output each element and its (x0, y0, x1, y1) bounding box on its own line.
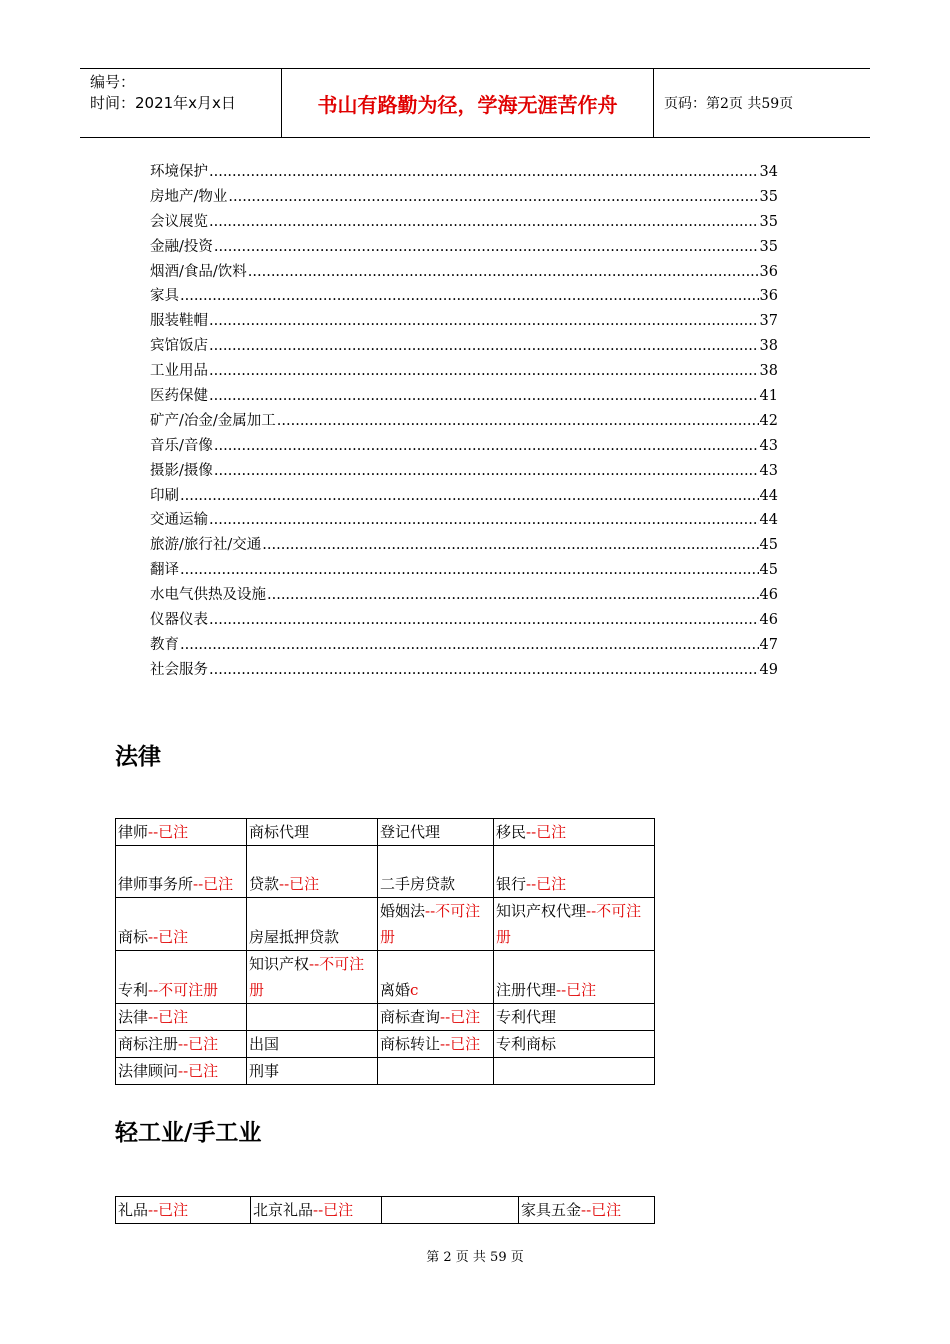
toc-entry-page: 34 (759, 164, 778, 180)
registration-status: c (410, 981, 419, 999)
toc-entry-label: 教育 (150, 636, 179, 653)
registration-status: --不可注册 (148, 981, 219, 999)
toc-leader-dots (180, 488, 759, 504)
toc-leader-dots (248, 264, 759, 280)
toc-entry-label: 音乐/音像 (150, 437, 213, 454)
toc-entry[interactable] (150, 434, 778, 459)
toc-entry-label: 工业用品 (150, 363, 208, 380)
doc-time-label: 时间：2021年x月x日 (90, 94, 236, 112)
toc-entry[interactable] (150, 583, 778, 608)
keyword-text: 专利 (118, 981, 149, 999)
toc-entry[interactable] (150, 235, 778, 260)
registration-status: --不可注册 (380, 902, 481, 946)
registration-status: --已注 (148, 928, 189, 946)
toc-entry[interactable] (150, 533, 778, 558)
table-cell (378, 1058, 494, 1085)
table-cell (116, 1004, 247, 1031)
keyword-text: 知识产权代理 (496, 902, 587, 920)
toc-entry-page: 43 (759, 462, 778, 479)
keyword-text: 登记代理 (380, 823, 441, 841)
section-title-law: 法律 (115, 744, 161, 770)
toc-entry-page: 36 (759, 263, 778, 280)
keyword-text: 离婚 (380, 981, 411, 999)
table-cell (247, 846, 378, 898)
toc-leader-dots (180, 562, 759, 578)
table-row (116, 846, 655, 898)
table-cell (251, 1197, 382, 1224)
toc-entry-page: 46 (759, 587, 778, 604)
toc-entry-page: 35 (759, 188, 778, 205)
toc-entry-label: 服装鞋帽 (150, 313, 208, 330)
toc-entry-label: 会议展览 (150, 213, 208, 230)
table-cell (116, 819, 247, 846)
table-cell (116, 846, 247, 898)
table-row (116, 1197, 655, 1224)
toc-leader-dots (209, 388, 759, 404)
keyword-text: 律师事务所 (118, 875, 194, 893)
registration-status: --已注 (279, 875, 320, 893)
toc-entry-label: 翻译 (150, 562, 179, 579)
registration-status: --已注 (440, 1035, 481, 1053)
toc-entry[interactable] (150, 359, 778, 384)
toc-entry-page: 38 (759, 338, 778, 355)
toc-leader-dots (180, 637, 759, 653)
table-cell (247, 1058, 378, 1085)
toc-entry-page: 42 (759, 412, 778, 429)
toc-leader-dots (209, 512, 759, 528)
toc-entry-page: 46 (759, 612, 778, 629)
table-cell (116, 1031, 247, 1058)
keyword-text: 刑事 (249, 1062, 280, 1080)
toc-entry[interactable] (150, 658, 778, 683)
toc-leader-dots (209, 313, 759, 329)
table-cell (378, 819, 494, 846)
toc-entry-label: 矿产/冶金/金属加工 (150, 412, 276, 429)
table-cell (494, 1031, 655, 1058)
keyword-text: 商标注册 (118, 1035, 179, 1053)
toc-entry-page: 45 (759, 537, 778, 554)
toc-leader-dots (228, 189, 758, 205)
toc-leader-dots (209, 662, 759, 678)
table-cell (247, 898, 378, 951)
registration-status: --已注 (440, 1008, 481, 1026)
keyword-text: 专利商标 (496, 1035, 557, 1053)
toc-entry-label: 房地产/物业 (150, 188, 228, 205)
table-cell (378, 951, 494, 1004)
law-keyword-table (115, 818, 655, 1085)
table-cell (247, 1031, 378, 1058)
table-cell (519, 1197, 655, 1224)
keyword-text: 贷款 (249, 875, 280, 893)
table-row (116, 1058, 655, 1085)
table-cell (116, 951, 247, 1004)
keyword-text: 知识产权 (249, 955, 310, 973)
page-header (80, 68, 870, 138)
toc-entry[interactable] (150, 608, 778, 633)
toc-entry[interactable] (150, 459, 778, 484)
toc-entry-label: 宾馆饭店 (150, 338, 208, 355)
table-cell (378, 1031, 494, 1058)
table-cell (116, 1058, 247, 1085)
registration-status: --已注 (178, 1035, 219, 1053)
registration-status: --已注 (178, 1062, 219, 1080)
keyword-text: 专利代理 (496, 1008, 557, 1026)
toc-leader-dots (214, 239, 759, 255)
toc-entry[interactable] (150, 185, 778, 210)
keyword-text: 注册代理 (496, 981, 557, 999)
toc-entry[interactable] (150, 210, 778, 235)
registration-status: --已注 (581, 1201, 622, 1219)
table-row (116, 951, 655, 1004)
keyword-text: 商标 (118, 928, 149, 946)
section-title-light-industry: 轻工业/手工业 (115, 1120, 262, 1146)
registration-status: --已注 (148, 1008, 189, 1026)
keyword-text: 商标代理 (249, 823, 310, 841)
header-meta (80, 69, 282, 137)
toc-entry-label: 水电气供热及设施 (150, 587, 266, 604)
table-row (116, 1004, 655, 1031)
toc-entry-label: 烟酒/食品/饮料 (150, 263, 247, 280)
registration-status: --已注 (148, 1201, 189, 1219)
registration-status: --已注 (148, 823, 189, 841)
table-cell (382, 1197, 519, 1224)
toc-entry[interactable] (150, 558, 778, 583)
toc-entry-page: 37 (759, 313, 778, 330)
keyword-text: 北京礼品 (253, 1201, 314, 1219)
registration-status: --不可注册 (496, 902, 642, 946)
toc-leader-dots (209, 338, 759, 354)
toc-entry[interactable] (150, 633, 778, 658)
toc-entry[interactable] (150, 160, 778, 185)
toc-entry-page: 41 (759, 388, 778, 405)
keyword-text: 婚姻法 (380, 902, 426, 920)
table-row (116, 819, 655, 846)
light-industry-keyword-table (115, 1196, 655, 1224)
keyword-text: 家具五金 (521, 1201, 582, 1219)
toc-entry-page: 47 (759, 636, 778, 653)
table-row (116, 898, 655, 951)
toc-entry-page: 36 (759, 288, 778, 305)
table-cell (494, 846, 655, 898)
keyword-text: 礼品 (118, 1201, 149, 1219)
toc-leader-dots (277, 413, 759, 429)
table-cell (116, 898, 247, 951)
toc-entry-label: 环境保护 (150, 164, 208, 180)
table-cell (494, 819, 655, 846)
toc-entry-page: 49 (759, 661, 778, 678)
header-motto: 书山有路勤为径，学海无涯苦作舟 (282, 69, 654, 137)
toc-entry-label: 旅游/旅行社/交通 (150, 537, 262, 554)
toc-entry[interactable] (150, 409, 778, 434)
toc-entry[interactable] (150, 309, 778, 334)
toc-leader-dots (209, 214, 759, 230)
registration-status: --已注 (556, 981, 597, 999)
table-cell (247, 951, 378, 1004)
toc-entry-label: 交通运输 (150, 512, 208, 529)
toc-entry[interactable] (150, 284, 778, 309)
toc-entry[interactable] (150, 260, 778, 285)
toc-entry-label: 印刷 (150, 487, 179, 504)
toc-entry[interactable] (150, 508, 778, 533)
keyword-text: 房屋抵押贷款 (249, 928, 340, 946)
table-cell (247, 819, 378, 846)
toc-entry-label: 社会服务 (150, 661, 208, 678)
keyword-text: 商标转让 (380, 1035, 441, 1053)
toc-entry-label: 仪器仪表 (150, 612, 208, 629)
toc-entry[interactable] (150, 334, 778, 359)
registration-status: --已注 (313, 1201, 354, 1219)
toc-entry[interactable] (150, 484, 778, 509)
toc-entry-label: 摄影/摄像 (150, 462, 213, 479)
toc-entry-page: 35 (759, 213, 778, 230)
table-cell (378, 898, 494, 951)
toc-leader-dots (209, 164, 759, 180)
toc-entry-page: 35 (759, 238, 778, 255)
toc-entry-page: 43 (759, 437, 778, 454)
table-cell (494, 898, 655, 951)
toc-entry-page: 38 (759, 363, 778, 380)
toc-entry-label: 金融/投资 (150, 238, 213, 255)
toc-entry[interactable] (150, 384, 778, 409)
toc-entry-page: 44 (759, 487, 778, 504)
toc-entry-page: 45 (759, 562, 778, 579)
registration-status: --不可注册 (249, 955, 365, 999)
page-footer: 第 2 页 共 59 页 (426, 1250, 524, 1265)
table-row (116, 1031, 655, 1058)
table-cell (494, 1058, 655, 1085)
keyword-text: 法律 (118, 1008, 149, 1026)
keyword-text: 法律顾问 (118, 1062, 179, 1080)
table-cell (378, 846, 494, 898)
registration-status: --已注 (526, 875, 567, 893)
toc-entry-label: 医药保健 (150, 388, 208, 405)
header-page-label: 页码：第2页 共59页 (664, 96, 794, 112)
keyword-text: 银行 (496, 875, 527, 893)
toc-leader-dots (214, 438, 759, 454)
doc-number-label: 编号： (90, 73, 136, 91)
table-cell (494, 951, 655, 1004)
toc-leader-dots (209, 612, 759, 628)
toc-leader-dots (180, 288, 759, 304)
toc-leader-dots (267, 587, 759, 603)
registration-status: --已注 (193, 875, 234, 893)
toc-entry-label: 家具 (150, 288, 179, 305)
table-cell (378, 1004, 494, 1031)
table-cell (116, 1197, 251, 1224)
keyword-text: 移民 (496, 823, 527, 841)
keyword-text: 律师 (118, 823, 149, 841)
registration-status: --已注 (526, 823, 567, 841)
table-cell (494, 1004, 655, 1031)
toc-leader-dots (209, 363, 759, 379)
keyword-text: 出国 (249, 1035, 280, 1053)
table-of-contents (150, 160, 778, 683)
table-cell (247, 1004, 378, 1031)
toc-leader-dots (262, 537, 758, 553)
keyword-text: 商标查询 (380, 1008, 441, 1026)
toc-leader-dots (214, 463, 759, 479)
toc-entry-page: 44 (759, 512, 778, 529)
keyword-text: 二手房贷款 (380, 875, 456, 893)
